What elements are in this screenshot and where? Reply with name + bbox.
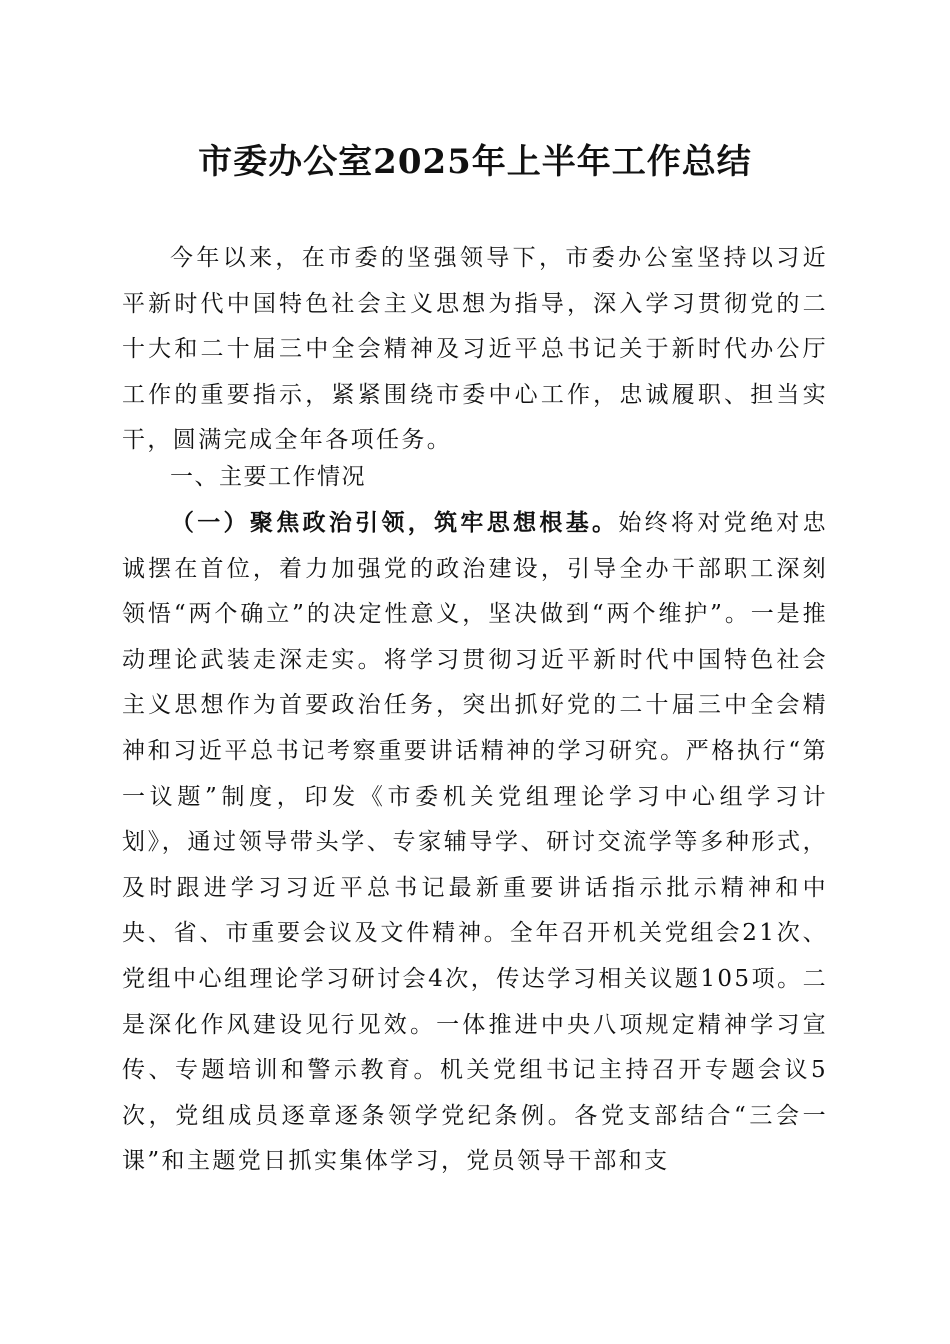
subsection-body: 始终将对党绝对忠诚摆在首位，着力加强党的政治建设，引导全办干部职工深刻领悟“两个确立”的决定性意义，坚决做到“两个维护”。一是推动理论武装走深走实。将学习贯彻习近平新时代中国特色社会主义思想作为首要政治任务，突出抓好党的二十届三中全会精神和习近平总书记考察重要讲话精神的学习研究。严格执行“第一议题”制度，印发《市委机关党组理论学习中心组学习计划》，通过领导带头学、专家辅导学、研讨交流学等多种形式，及时跟进学习习近平总书记最新重要讲话指示批示精神和中央、省、市重要会议及文件精神。全年召开机关党组会21次、党组中心组理论学习研讨会4次，传达学习相关议题105项。二是深化作风建设见行见效。一体推进中央八项规定精神学习宣传、专题培训和警示教育。机关党组书记主持召开专题会议5次，党组成员逐章逐条领学党纪条例。各党支部结合“三会一课”和主题党日抓实集体学习，党员领导干部和支 [122, 510, 828, 1175]
intro-paragraph: 今年以来，在市委的坚强领导下，市委办公室坚持以习近平新时代中国特色社会主义思想为指导，深入学习贯彻党的二十大和二十届三中全会精神及习近平总书记关于新时代办公厅工作的重要指示，紧紧围绕市委中心工作，忠诚履职、担当实干，圆满完成全年各项任务。 [122, 245, 828, 454]
subsection-heading: （一）聚焦政治引领，筑牢思想根基。 [170, 509, 619, 536]
section-heading: 一、主要工作情况 [170, 464, 366, 490]
subsection-paragraph [122, 500, 828, 1185]
document-title: 市委办公室2025年上半年工作总结 [198, 142, 752, 182]
